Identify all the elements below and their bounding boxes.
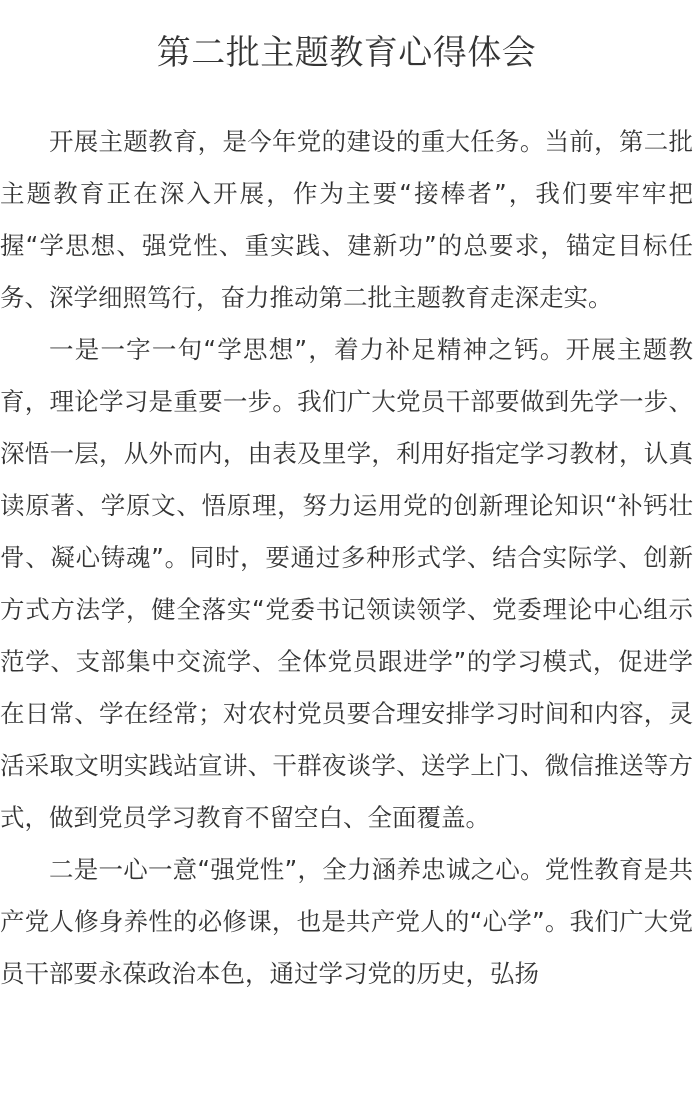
article-paragraph-1: 开展主题教育，是今年党的建设的重大任务。当前，第二批主题教育正在深入开展，作为主要“接棒者”，我们要牢牢把握“学思想、强党性、重实践、建新功”的总要求，锚定目标任务、深学细照笃行，奋力推动第二批主题教育走深走实。 [0,127,693,312]
article-paragraph-3: 二是一心一意“强党性”，全力涵养忠诚之心。党性教育是共产党人修身养性的必修课，也是共产党人的“心学”。我们广大党员干部要永葆政治本色，通过学习党的历史，弘扬 [0,855,693,988]
article-paragraph-2: 一是一字一句“学思想”，着力补足精神之钙。开展主题教育，理论学习是重要一步。我们广大党员干部要做到先学一步、深悟一层，从外而内，由表及里学，利用好指定学习教材，认真读原著、学原文、悟原理，努力运用党的创新理论知识“补钙壮骨、凝心铸魂”。同时，要通过多种形式学、结合实际学、创新方式方法学，健全落实“党委书记领读领学、党委理论中心组示范学、支部集中交流学、全体党员跟进学”的学习模式，促进学在日常、学在经常；对农村党员要合理安排学习时间和内容，灵活采取文明实践站宣讲、干群夜谈学、送学上门、微信推送等方式，做到党员学习教育不留空白、全面覆盖。 [0,335,693,832]
article-title: 第二批主题教育心得体会 [156,33,537,73]
